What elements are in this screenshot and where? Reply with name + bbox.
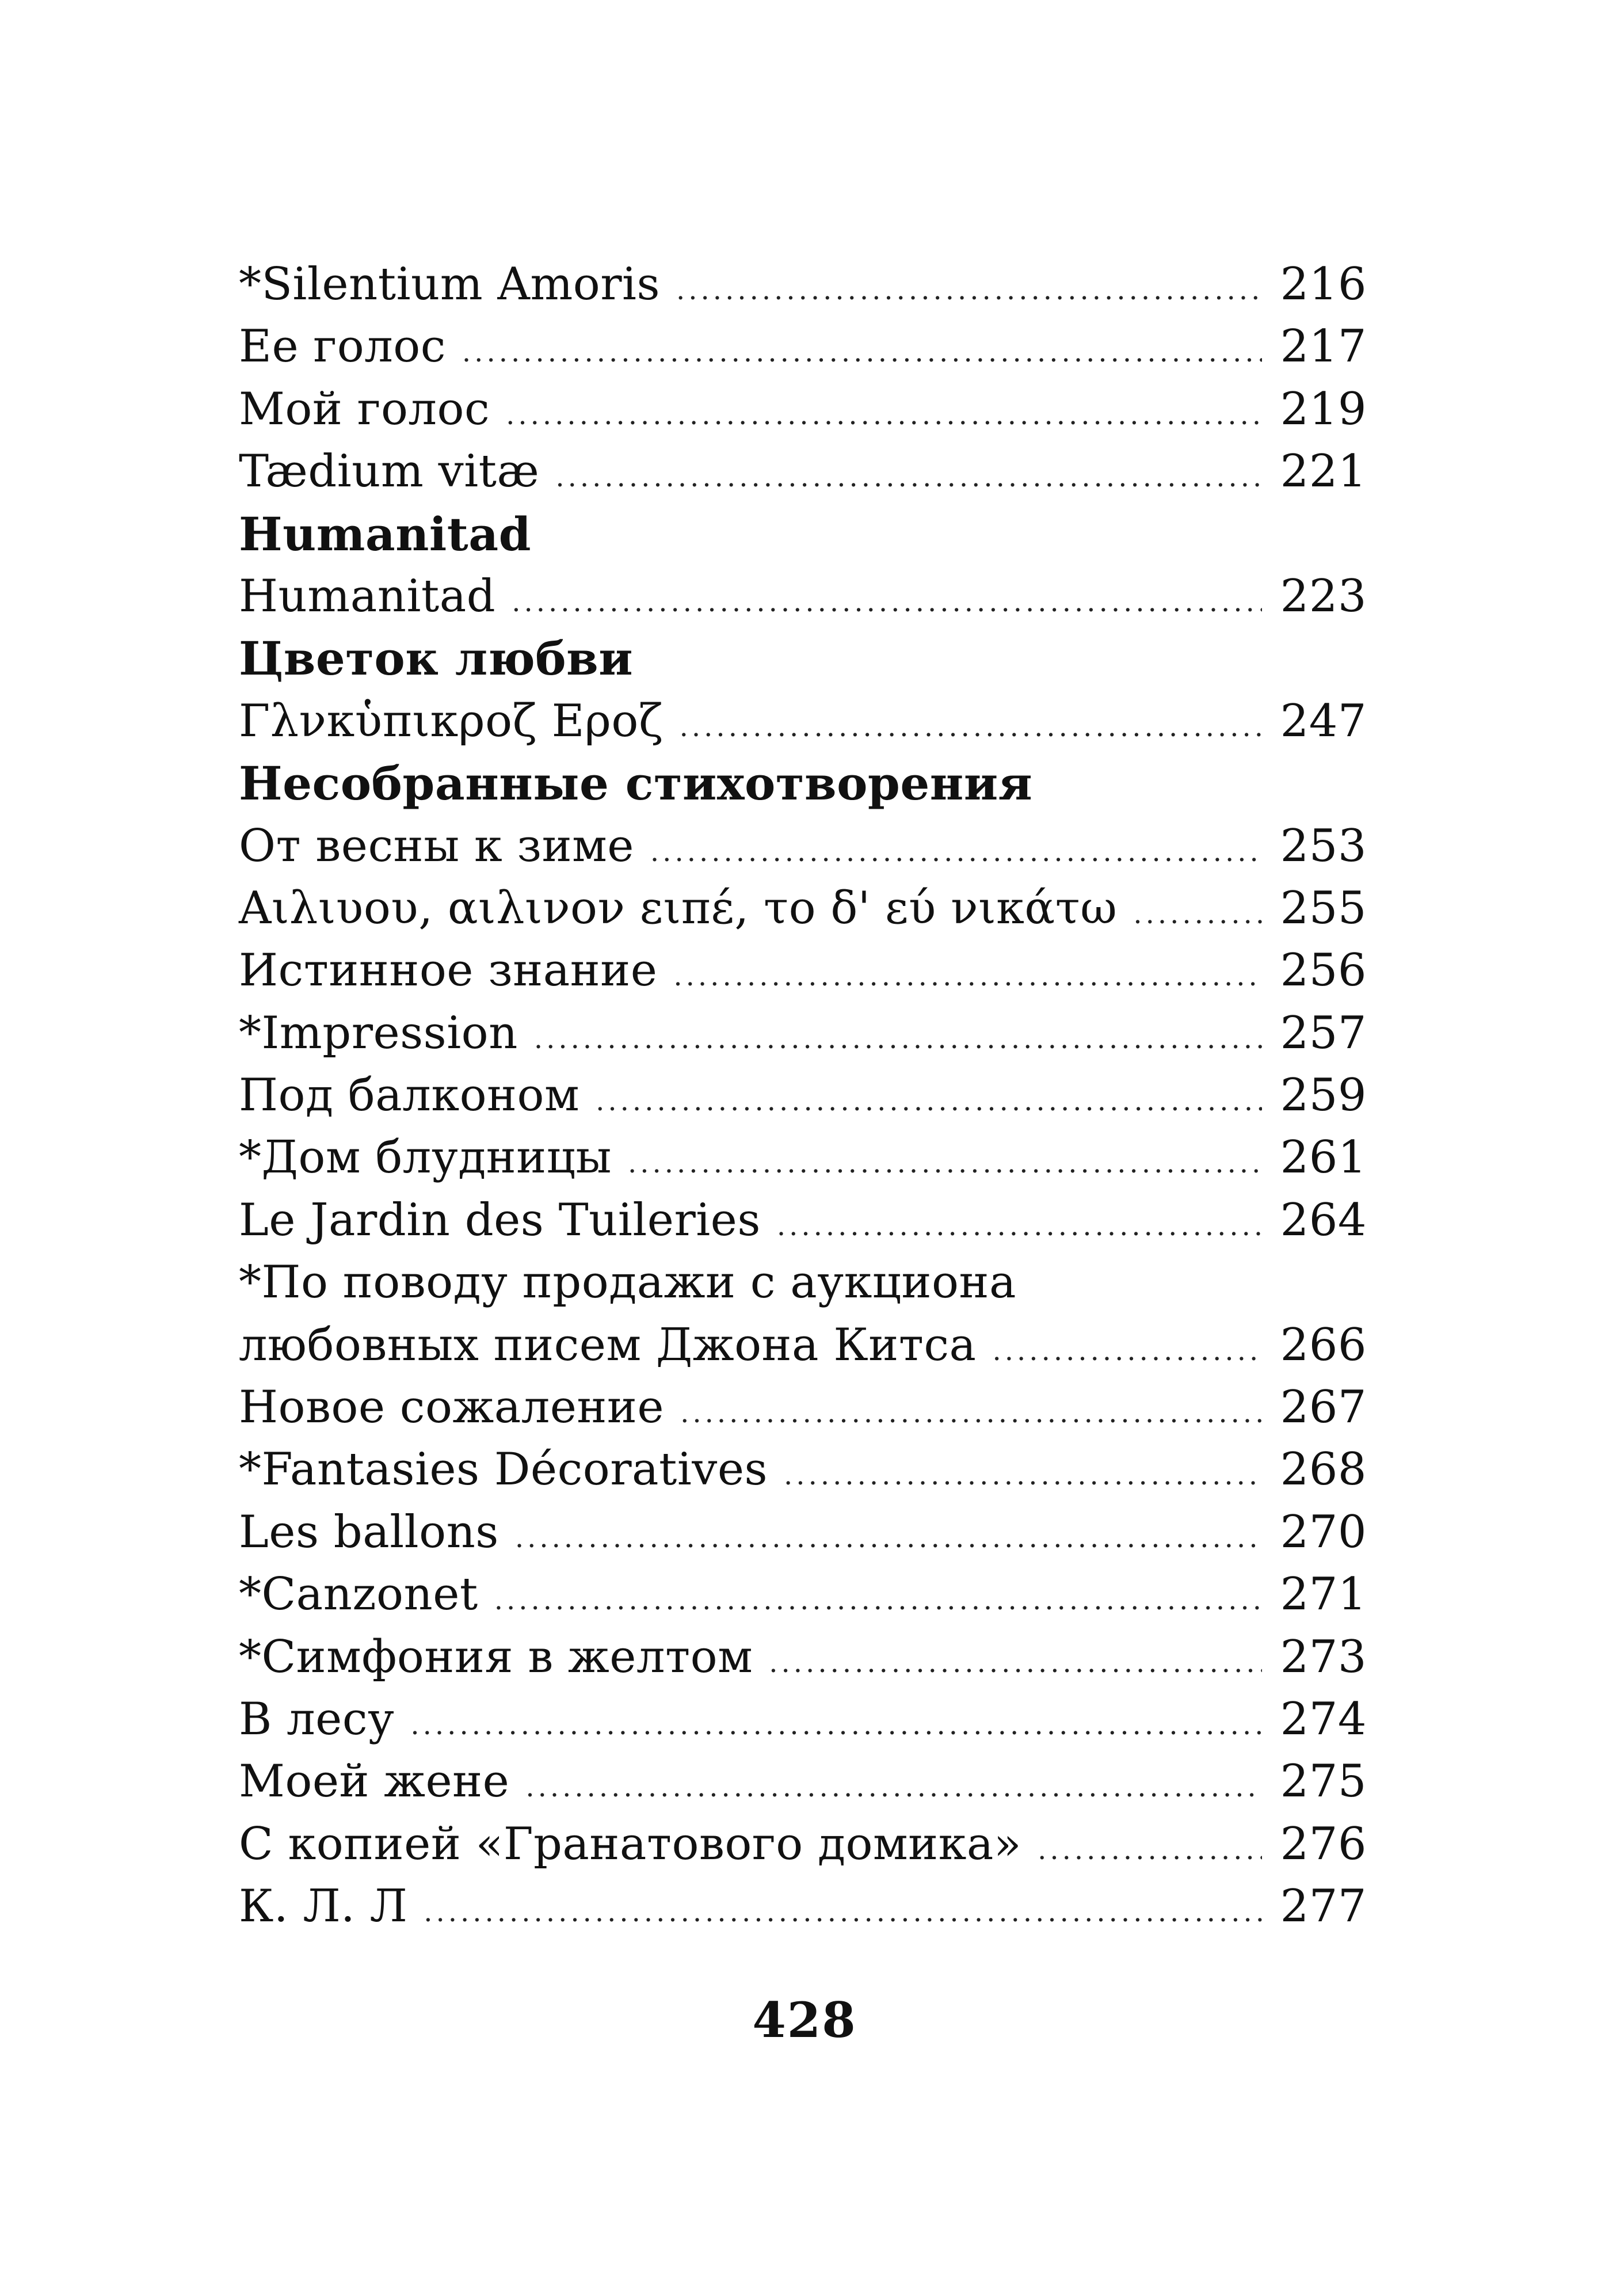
toc-entry-page: 217: [1280, 321, 1367, 373]
toc-entry-page: 271: [1280, 1568, 1367, 1621]
toc-entry: [239, 1002, 1367, 1064]
toc-entry: [239, 1064, 1367, 1126]
toc-entry-page: 221: [1280, 446, 1367, 498]
toc-entry-title: Истинное знание: [239, 945, 658, 997]
toc-entry: [239, 1626, 1367, 1688]
toc-entry-title: *Дом блудницы: [239, 1132, 612, 1184]
dot-leader: [1038, 1819, 1262, 1881]
toc-entry-title: Γλνκὑπικροζ Εροζ: [239, 695, 664, 747]
dot-leader: [494, 1569, 1262, 1631]
toc-entry: [239, 565, 1367, 627]
dot-leader: [555, 446, 1262, 508]
toc-entry: [239, 1875, 1367, 1937]
dot-leader: [525, 1756, 1262, 1818]
toc-entry-title: Les ballons: [239, 1506, 499, 1558]
dot-leader: [784, 1444, 1262, 1506]
toc-entry-title: Мой голос: [239, 383, 490, 435]
toc-entry: [239, 939, 1367, 1002]
dot-leader: [424, 1881, 1262, 1943]
dot-leader: [515, 1507, 1262, 1569]
toc-entry-title: С копией «Гранатового домика»: [239, 1818, 1022, 1870]
toc-entry: [239, 1376, 1367, 1438]
dot-leader: [676, 259, 1262, 321]
dot-leader: [680, 696, 1262, 758]
toc-entry: [239, 877, 1367, 939]
dot-leader: [993, 1320, 1262, 1382]
dot-leader: [462, 321, 1262, 383]
toc-entry-page: 267: [1280, 1381, 1367, 1434]
toc-entry: [239, 1750, 1367, 1813]
dot-leader: [596, 1070, 1262, 1132]
toc-entry-page: 219: [1280, 383, 1367, 435]
toc-entry-page: 277: [1280, 1880, 1367, 1933]
toc-entry-page: 256: [1280, 945, 1367, 997]
section-title: Humanitad: [239, 507, 532, 561]
toc-entry-title: К. Л. Л: [239, 1880, 408, 1933]
dot-leader: [506, 384, 1262, 446]
dot-leader: [512, 571, 1262, 633]
toc-entry: [239, 1314, 1367, 1376]
toc-entry-title: В лесу: [239, 1693, 395, 1745]
toc-entry-page: 247: [1280, 695, 1367, 747]
dot-leader: [673, 945, 1262, 1007]
toc-entry: [239, 253, 1367, 315]
toc-entry-continued-line: [239, 1251, 1367, 1313]
toc-entry-page: 268: [1280, 1444, 1367, 1496]
toc-section-heading: [239, 503, 1367, 565]
toc-entry-title: Le Jardin des Tuileries: [239, 1194, 761, 1246]
toc-entry-page: 276: [1280, 1818, 1367, 1870]
toc-entry: [239, 1126, 1367, 1189]
toc-entry: [239, 1189, 1367, 1251]
toc-entry: [239, 1813, 1367, 1875]
toc-entry-title: Под балконом: [239, 1069, 580, 1122]
section-title: Несобранные стихотворения: [239, 756, 1033, 811]
toc-entry-page: 261: [1280, 1132, 1367, 1184]
dot-leader: [777, 1195, 1262, 1257]
toc-entry-title: *Canzonet: [239, 1568, 478, 1621]
toc-entry-page: 275: [1280, 1756, 1367, 1808]
toc-entry-title: Новое сожаление: [239, 1381, 665, 1434]
dot-leader: [650, 821, 1262, 883]
toc-entry-title: От весны к зиме: [239, 820, 634, 872]
table-of-contents: [239, 253, 1367, 1938]
toc-section-heading: [239, 752, 1367, 814]
dot-leader: [628, 1132, 1262, 1194]
dot-leader: [1133, 883, 1262, 945]
toc-entry: [239, 315, 1367, 378]
dot-leader: [680, 1382, 1262, 1444]
toc-entry: [239, 1688, 1367, 1750]
toc-entry-page: 253: [1280, 820, 1367, 872]
section-title: Цветок любви: [239, 631, 634, 686]
toc-entry-title: Αιλιυου, αιλινον ειπέ, το δ' εύ νικάτω: [239, 882, 1118, 934]
page-number: 428: [752, 1992, 857, 2048]
toc-entry-page: 255: [1280, 882, 1367, 934]
toc-entry-page: 270: [1280, 1506, 1367, 1558]
toc-section-heading: [239, 627, 1367, 690]
toc-entry: [239, 440, 1367, 502]
toc-entry-title: Ее голос: [239, 321, 446, 373]
dot-leader: [769, 1632, 1262, 1694]
toc-entry-page: 266: [1280, 1319, 1367, 1371]
toc-entry-title: любовных писем Джона Китса: [239, 1319, 977, 1371]
dot-leader: [534, 1008, 1262, 1070]
toc-entry-title: Моей жене: [239, 1756, 510, 1808]
toc-entry: [239, 690, 1367, 752]
toc-entry: [239, 1563, 1367, 1625]
toc-entry-title: *Impression: [239, 1007, 518, 1059]
toc-entry-title: *Fantasies Décoratives: [239, 1444, 768, 1496]
toc-entry-title: *Симфония в желтом: [239, 1631, 753, 1683]
toc-entry-page: 264: [1280, 1194, 1367, 1246]
toc-entry-page: 223: [1280, 570, 1367, 622]
toc-entry-page: 273: [1280, 1631, 1367, 1683]
dot-leader: [410, 1694, 1262, 1756]
toc-entry-title: Humanitad: [239, 570, 496, 622]
toc-entry-page: 274: [1280, 1693, 1367, 1745]
toc-entry-title: Tædium vitæ: [239, 446, 540, 498]
toc-entry-page: 257: [1280, 1007, 1367, 1059]
toc-entry-page: 259: [1280, 1069, 1367, 1122]
toc-entry-title: *Silentium Amoris: [239, 258, 661, 310]
toc-entry: [239, 378, 1367, 440]
toc-entry-page: 216: [1280, 258, 1367, 310]
toc-entry: [239, 815, 1367, 877]
toc-entry: [239, 1501, 1367, 1563]
toc-entry: [239, 1438, 1367, 1501]
toc-entry-title-line1: *По поводу продажи с аукциона: [239, 1256, 1016, 1309]
